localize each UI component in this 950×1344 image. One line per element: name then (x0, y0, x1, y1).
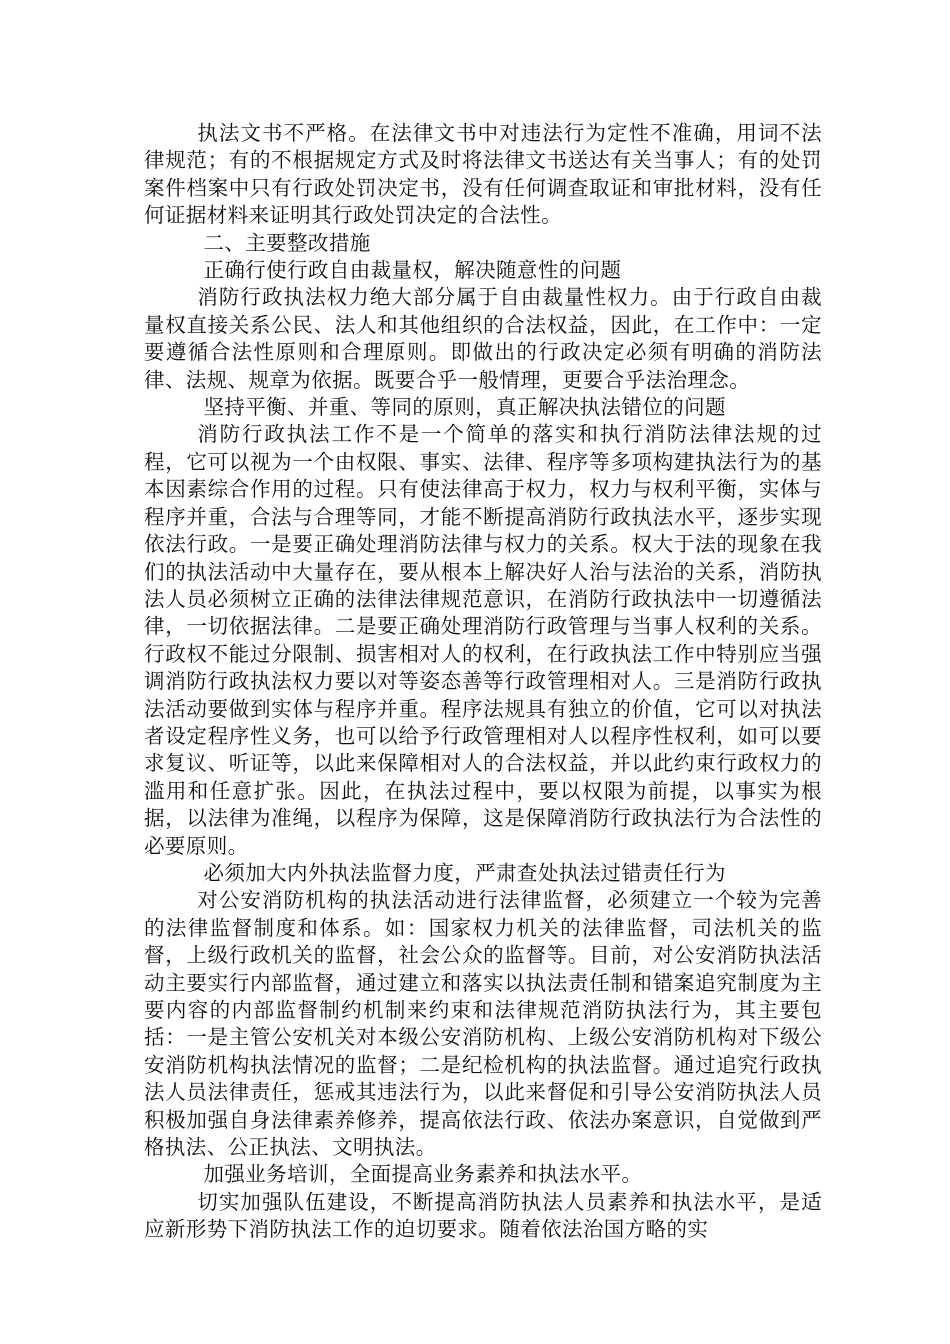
paragraph-document-issues: 执法文书不严格。在法律文书中对违法行为定性不准确，用词不法律规范；有的不根据规定方式及时将法律文书送达有关当事人；有的处罚案件档案中只有行政处罚决定书，没有任何调查取证和审批材料，没有任何证据材料来证明其行政处罚决定的合法性。 (144, 121, 822, 228)
subheading-training: 加强业务培训，全面提高业务素养和执法水平。 (203, 1162, 643, 1187)
paragraph-supervision: 对公安消防机构的执法活动进行法律监督，必须建立一个较为完善的法律监督制度和体系。如：国家权力机关的法律监督，司法机关的监督，上级行政机关的监督，社会公众的监督等。目前，对公安消防执法活动主要实行内部监督，通过建立和落实以执法责任制和错案追究制度为主要内容的内部监督制约机制来约束和法律规范消防执法行为，其主要包括：一是主管公安机关对本级公安消防机构、上级公安消防机构对下级公安消防机构执法情况的监督；二是纪检机构的执法监督。通过追究行政执法人员法律责任，惩戒其违法行为，以此来督促和引导公安消防执法人员积极加强自身法律素养修养，提高依法行政、依法办案意识，自觉做到严格执法、公正执法、文明执法。 (144, 888, 822, 1160)
paragraph-balance: 消防行政执法工作不是一个简单的落实和执行消防法律法规的过程，它可以视为一个由权限、事实、法律、程序等多项构建执法行为的基本因素综合作用的过程。只有使法律高于权力，权力与权利平衡，实体与程序并重，合法与合理等同，才能不断提高消防行政执法水平，逐步实现依法行政。一是要正确处理消防法律与权力的关系。权大于法的现象在我们的执法活动中大量存在，要从根本上解决好人治与法治的关系，消防执法人员必须树立正确的法律法律规范意识，在消防行政执法中一切遵循法律，一切依据法律。二是要正确处理消防行政管理与当事人权利的关系。行政权不能过分限制、损害相对人的权利，在行政执法工作中特别应当强调消防行政执法权力要以对等姿态善等行政管理相对人。三是消防行政执法活动要做到实体与程序并重。程序法规具有独立的价值，它可以对执法者设定程序性义务，也可以给予行政管理相对人以程序性权利，如可以要求复议、听证等，以此来保障相对人的合法权益，并以此约束行政权力的滥用和任意扩张。因此，在执法过程中，要以权限为前提，以事实为根据，以法律为准绳，以程序为保障，这是保障消防行政执法行为合法性的必要原则。 (144, 422, 822, 858)
section-heading-rectification: 二、主要整改措施 (203, 230, 371, 255)
paragraph-training: 切实加强队伍建设，不断提高消防执法人员素养和执法水平，是适应新形势下消防执法工作的迫切要求。随着依法治国方略的实 (144, 1189, 822, 1242)
paragraph-discretion: 消防行政执法权力绝大部分属于自由裁量性权力。由于行政自由裁量权直接关系公民、法人和其他组织的合法权益，因此，在工作中：一定要遵循合法性原则和合理原则。即做出的行政决定必须有明确的消防法律、法规、规章为依据。既要合乎一般情理，更要合乎法治理念。 (144, 285, 822, 392)
subheading-balance: 坚持平衡、并重、等同的原则，真正解决执法错位的问题 (203, 395, 726, 420)
subheading-discretion: 正确行使行政自由裁量权，解决随意性的问题 (203, 258, 622, 283)
subheading-supervision: 必须加大内外执法监督力度，严肃查处执法过错责任行为 (203, 860, 726, 885)
document-body (144, 120, 822, 1244)
